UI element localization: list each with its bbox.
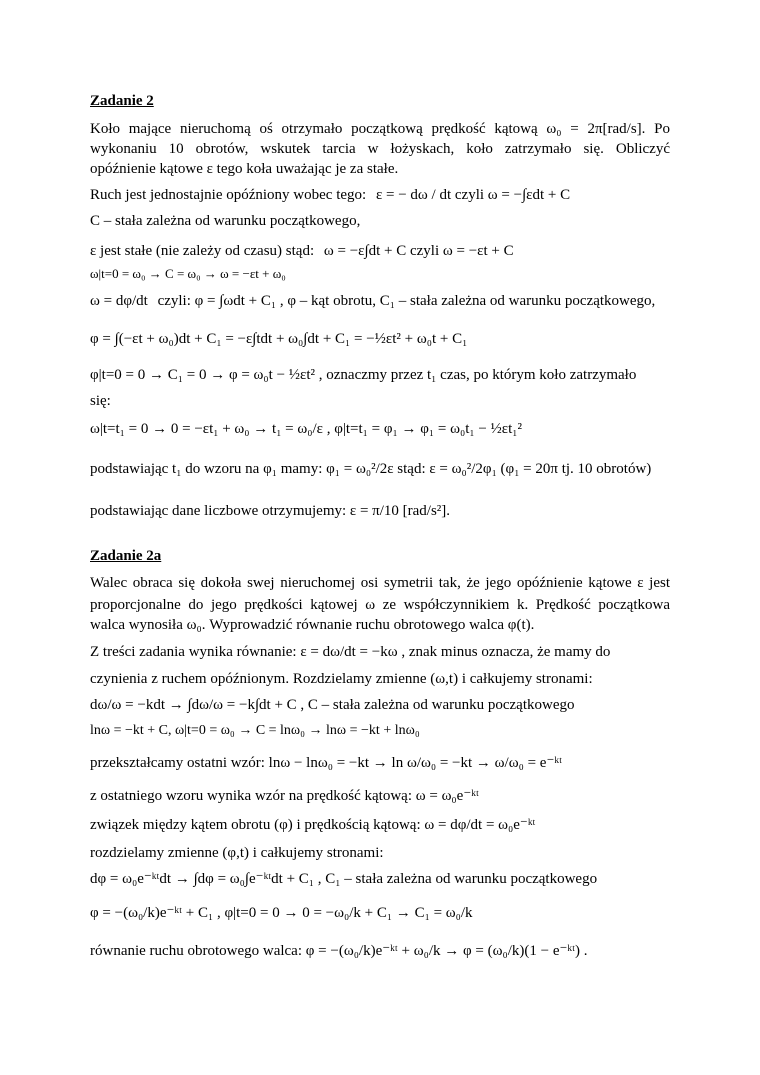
equation-4-text: czyli: φ = ∫ωdt + C₁ , φ – kąt obrotu, C₁ – stała zależna od warunku początkowego, (157, 293, 656, 309)
equation-4-lhs: ω = dφ/dt (90, 293, 148, 309)
equation-8: podstawiając t₁ do wzoru na φ₁ mamy: φ₁ = ω₀²/2ε stąd: ε = ω₀²/2φ₁ (φ₁ = 20π tj. 10 obrotów) (90, 461, 652, 477)
zadanie2a-line-4: Z treści zadania wynika równanie: ε = dω/dt = −kω , znak minus oznacza, że mamy do (90, 644, 611, 660)
zadanie2a-line-14: równanie ruchu obrotowego walca: φ = −(ω₀/k)e⁻ᵏᵗ + ω₀/k → φ = (ω₀/k)(1 − e⁻ᵏᵗ) . (90, 943, 588, 959)
eps-const-line (90, 242, 514, 260)
equation-6-continuation: się: (90, 393, 111, 409)
zadanie2-text-line-2: wykonaniu 10 obrotów, wskutek tarcia w łożyskach, koło zatrzymało się. Obliczyć (90, 141, 670, 157)
zadanie2a-line-5: czynienia z ruchem opóźnionym. Rozdzielamy zmienne (ω,t) i całkujemy stronami: (90, 671, 593, 687)
section-title-zadanie-2: Zadanie 2 (90, 93, 154, 109)
equation-7: ω|t=t₁ = 0 → 0 = −εt₁ + ω₀ → t₁ = ω₀/ε , φ|t=t₁ = φ₁ → φ₁ = ω₀t₁ − ½εt₁² (90, 421, 522, 437)
zadanie2a-line-12: dφ = ω₀e⁻ᵏᵗdt → ∫dφ = ω₀∫e⁻ᵏᵗdt + C₁ , C₁ – stała zależna od warunku początkowego (90, 871, 598, 887)
section-title-zadanie-2a: Zadanie 2a (90, 548, 162, 564)
ruch-text: Ruch jest jednostajnie opóźniony wobec tego: (90, 187, 367, 203)
zadanie2a-line-10: związek między kątem obrotu (φ) i prędkością kątową: ω = dφ/dt = ω₀e⁻ᵏᵗ (90, 817, 536, 833)
zadanie2a-text-line-1: Walec obraca się dokoła swej nieruchomej osi symetrii tak, że jego opóźnienie kątowe ε jest (90, 575, 670, 591)
eps-const-text: ε jest stałe (nie zależy od czasu) stąd: (90, 243, 315, 259)
zadanie2a-line-9: z ostatniego wzoru wynika wzór na prędkość kątową: ω = ω₀e⁻ᵏᵗ (90, 788, 479, 804)
zadanie2-text-line-1: Koło mające nieruchomą oś otrzymało początkową prędkość kątową ω₀ = 2π[rad/s]. Po (90, 121, 670, 137)
zadanie2a-text-line-2: proporcjonalne do jego prędkości kątowej ω ze współczynnikiem k. Prędkość początkowa (90, 597, 670, 613)
equation-9: podstawiając dane liczbowe otrzymujemy: ε = π/10 [rad/s²]. (90, 503, 451, 519)
equation-4-line (90, 292, 655, 310)
equation-5: φ = ∫(−εt + ω₀)dt + C₁ = −ε∫tdt + ω₀∫dt + C₁ = −½εt² + ω₀t + C₁ (90, 331, 468, 347)
zadanie2-text-line-3: opóźnienie kątowe ε tego koła uważając je za stałe. (90, 161, 399, 177)
equation-3: ω|t=0 = ω₀ → C = ω₀ → ω = −εt + ω₀ (90, 266, 286, 281)
zadanie2-ruch-line (90, 186, 570, 204)
zadanie2a-line-8: przekształcamy ostatni wzór: lnω − lnω₀ = −kt → ln ω/ω₀ = −kt → ω/ω₀ = e⁻ᵏᵗ (90, 755, 562, 771)
equation-1: ε = − dω / dt czyli ω = −∫εdt + C (375, 187, 571, 203)
equation-2: ω = −ε∫dt + C czyli ω = −εt + C (323, 243, 514, 259)
zadanie2a-text-line-3: walca wynosiła ω₀. Wyprowadzić równanie ruchu obrotowego walca φ(t). (90, 617, 535, 633)
zadanie2a-line-7: lnω = −kt + C, ω|t=0 = ω₀ → C = lnω₀ → lnω = −kt + lnω₀ (90, 723, 420, 738)
zadanie2a-line-11: rozdzielamy zmienne (φ,t) i całkujemy stronami: (90, 845, 384, 861)
zadanie2a-line-6: dω/ω = −kdt → ∫dω/ω = −k∫dt + C , C – stała zależna od warunku początkowego (90, 697, 575, 713)
zadanie2a-line-13: φ = −(ω₀/k)e⁻ᵏᵗ + C₁ , φ|t=0 = 0 → 0 = −ω₀/k + C₁ → C₁ = ω₀/k (90, 905, 473, 921)
c-description: C – stała zależna od warunku początkowego, (90, 213, 361, 229)
equation-6: φ|t=0 = 0 → C₁ = 0 → φ = ω₀t − ½εt² , oznaczmy przez t₁ czas, po którym koło zatrzymało (90, 367, 637, 383)
